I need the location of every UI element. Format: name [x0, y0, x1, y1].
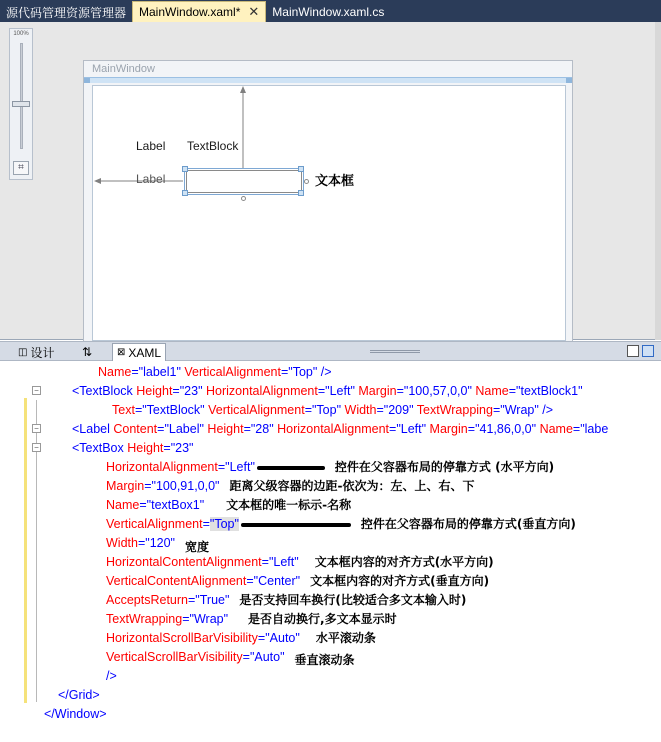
textbox-control[interactable]: [186, 170, 302, 193]
code-line: Name="label1" VerticalAlignment="Top" />: [98, 365, 332, 379]
window-title: MainWindow: [92, 63, 155, 75]
collapse-icon[interactable]: −: [32, 443, 41, 452]
resize-handle[interactable]: [182, 166, 188, 172]
code-line: </Window>: [44, 707, 107, 721]
code-line: </Grid>: [58, 688, 100, 702]
tab-label: 源代码管理资源管理器: [6, 5, 127, 20]
collapse-icon[interactable]: −: [32, 424, 41, 433]
designer-scrollbar[interactable]: [655, 22, 661, 340]
resize-handle[interactable]: [298, 166, 304, 172]
tab-xaml-label: XAML: [128, 345, 162, 360]
code-line: AcceptsReturn="True" 是否支持回车换行(比较适合多文本输入时): [106, 593, 467, 607]
tab-design[interactable]: [14, 343, 58, 361]
close-icon[interactable]: ✕: [248, 4, 260, 19]
anchor-handle[interactable]: [304, 179, 309, 184]
collapse-icon[interactable]: −: [32, 386, 41, 395]
anchor-handle[interactable]: [241, 196, 246, 201]
textblock-control[interactable]: TextBlock: [187, 139, 239, 153]
code-line: <TextBlock Height="23" HorizontalAlignment="Left" Margin="100,57,0,0" Name="textBlock1": [72, 384, 583, 398]
tab-source-control-explorer[interactable]: [0, 2, 132, 22]
swap-panes-button[interactable]: [78, 343, 96, 361]
vertical-split-button[interactable]: [627, 345, 639, 357]
code-line: Text="TextBlock" VerticalAlignment="Top" Width="209" TextWrapping="Wrap" />: [112, 403, 554, 417]
resize-handle[interactable]: [182, 190, 188, 196]
tab-label: MainWindow.xaml.cs: [272, 5, 385, 19]
fit-to-window-icon[interactable]: ⌗: [13, 161, 29, 175]
horizontal-split-button[interactable]: [642, 345, 654, 357]
tab-label: MainWindow.xaml*: [139, 5, 241, 19]
code-line: <Label Content="Label" Height="28" HorizontalAlignment="Left" Margin="41,86,0,0" Name="labe: [72, 422, 609, 436]
annotation-stroke: [257, 466, 325, 470]
resize-handle[interactable]: [298, 190, 304, 196]
code-line: HorizontalScrollBarVisibility="Auto" 水平滚动条: [106, 631, 376, 645]
splitter-grip[interactable]: [370, 350, 420, 353]
document-tab-strip: [0, 0, 661, 22]
label-control[interactable]: Label: [136, 139, 166, 153]
code-line: HorizontalAlignment="Left" 控件在父容器布局的停靠方式 (水平方向): [106, 460, 555, 474]
view-switch-bar: [0, 341, 661, 361]
code-line: VerticalAlignment="Top" 控件在父容器布局的停靠方式(垂直方向): [106, 517, 576, 531]
tab-xaml[interactable]: [112, 343, 166, 361]
swap-icon: ⇅: [82, 345, 93, 359]
design-surface[interactable]: [0, 22, 661, 340]
code-line: <TextBox Height="23": [72, 441, 194, 455]
code-line: Width="120" 宽度: [106, 536, 210, 554]
code-line: VerticalContentAlignment="Center" 文本框内容的对齐方式(垂直方向): [106, 574, 490, 588]
code-line: />: [106, 669, 117, 683]
design-icon: ◫: [18, 346, 28, 358]
code-line: TextWrapping="Wrap" 是否自动换行,多文本显示时: [106, 612, 397, 626]
xaml-editor[interactable]: [0, 362, 661, 742]
code-line: VerticalScrollBarVisibility="Auto" 垂直滚动条: [106, 650, 355, 667]
code-line: Margin="100,91,0,0" 距离父级容器的边距-依次为：左、上、右、下: [106, 479, 475, 493]
tab-mainwindow-xaml[interactable]: [132, 1, 266, 22]
tab-design-label: 设计: [30, 345, 55, 360]
code-line: HorizontalContentAlignment="Left" 文本框内容的对齐方式(水平方向): [106, 555, 494, 569]
label-control-2[interactable]: Label: [136, 172, 166, 186]
annotation-stroke: [241, 523, 351, 527]
xaml-icon: ⊠: [117, 347, 126, 358]
code-line: Name="textBox1" 文本框的唯一标示-名称: [106, 498, 352, 512]
change-indicator: [24, 398, 27, 703]
textbox-annotation: 文本框: [315, 173, 355, 188]
tab-mainwindow-xaml-cs[interactable]: [266, 2, 390, 22]
zoom-level: 100%: [13, 31, 29, 37]
